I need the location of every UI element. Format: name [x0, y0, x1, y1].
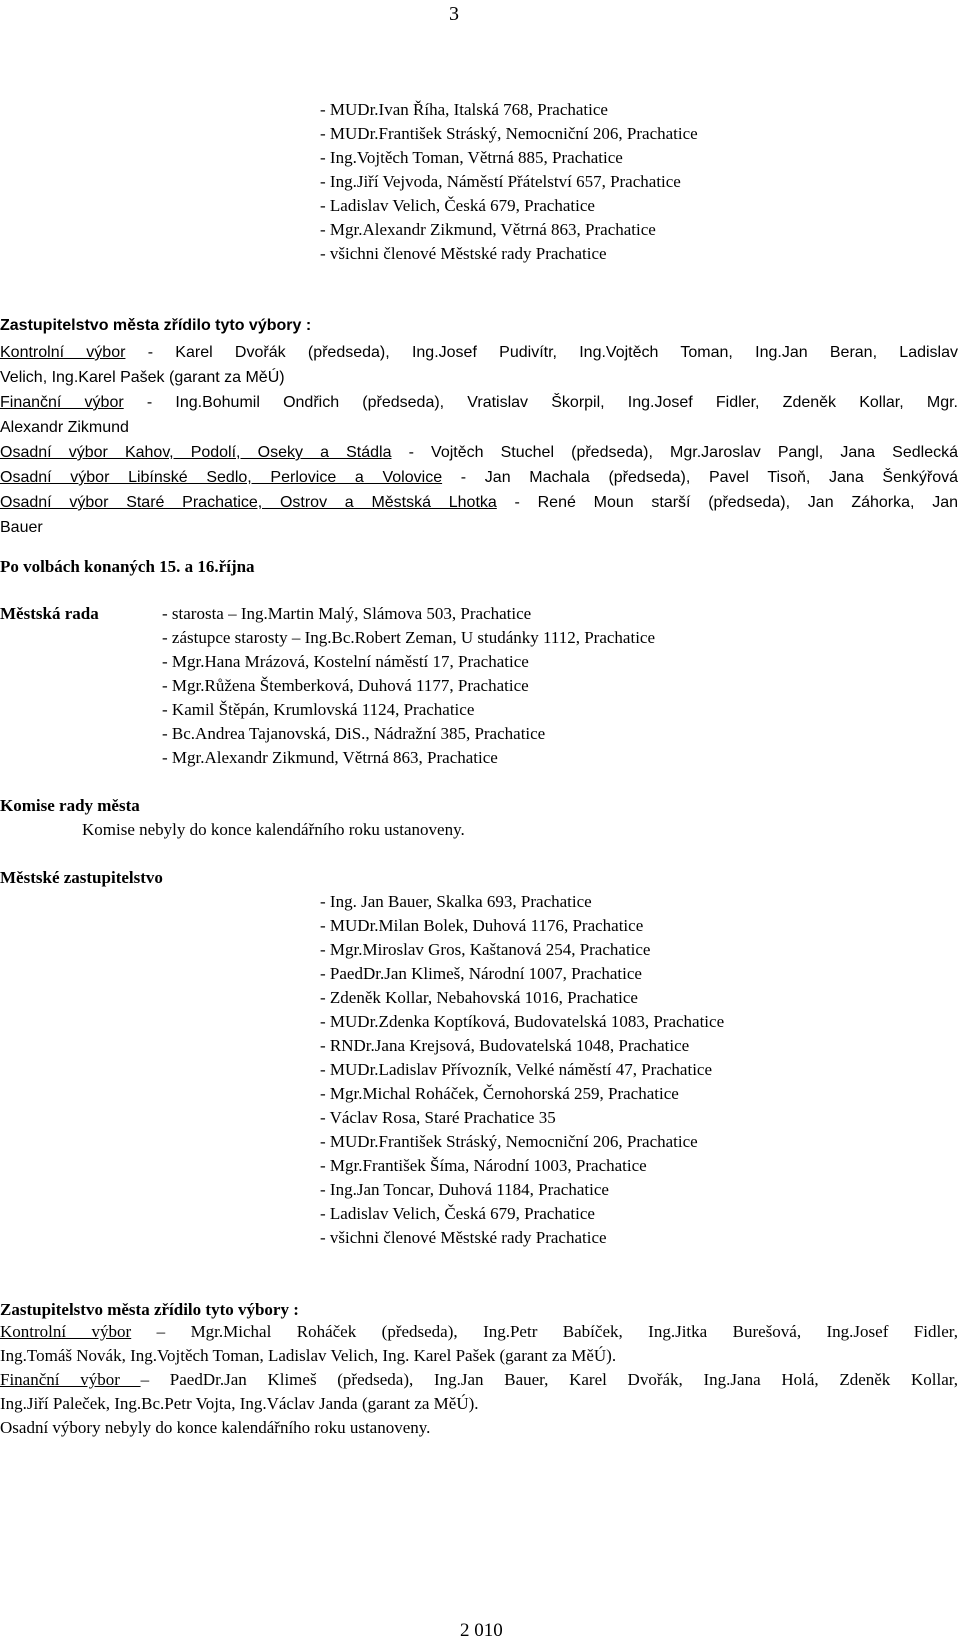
local-committees-note: Osadní výbory nebyly do konce kalendářního roku ustanoveny. — [0, 1418, 431, 1437]
list-item: - zástupce starosty – Ing.Bc.Robert Zeman, U studánky 1112, Prachatice — [162, 628, 656, 647]
list-item: - Ing.Jan Toncar, Duhová 1184, Prachatice — [320, 1180, 609, 1199]
control-committee-line1 — [0, 340, 958, 365]
list-item: - Ladislav Velich, Česká 679, Prachatice — [320, 1204, 595, 1223]
list-item: - MUDr.František Stráský, Nemocniční 206, Prachatice — [320, 1132, 698, 1151]
local-committee-3 — [0, 490, 958, 515]
list-item: - Zdeněk Kollar, Nebahovská 1016, Prachatice — [320, 988, 638, 1007]
council-commissions-text: Komise nebyly do konce kalendářního roku ustanoveny. — [82, 820, 465, 839]
list-item: - Ing.Jiří Vejvoda, Náměstí Přátelství 657, Prachatice — [320, 172, 681, 191]
list-item: - Mgr.František Šíma, Národní 1003, Prachatice — [320, 1156, 647, 1175]
finance-committee-line1 — [0, 390, 958, 415]
list-item: - RNDr.Jana Krejsová, Budovatelská 1048, Prachatice — [320, 1036, 690, 1055]
list-item: - všichni členové Městské rady Prachatice — [320, 1228, 607, 1247]
list-item: - Ing. Jan Bauer, Skalka 693, Prachatice — [320, 892, 592, 911]
list-item: - Mgr.Michal Roháček, Černohorská 259, Prachatice — [320, 1084, 679, 1103]
list-item: - Mgr.Alexandr Zikmund, Větrná 863, Prachatice — [320, 220, 656, 239]
list-item: - všichni členové Městské rady Prachatice — [320, 244, 607, 263]
second-term-committees — [0, 1320, 958, 1440]
council-commissions-label: Komise rady města — [0, 796, 140, 815]
finance-committee-label: Finanční výbor — [0, 394, 124, 411]
list-item: - Kamil Štěpán, Krumlovská 1124, Prachatice — [162, 700, 475, 719]
list-item: - Mgr.Růžena Štemberková, Duhová 1177, Prachatice — [162, 676, 529, 695]
city-assembly-label: Městské zastupitelstvo — [0, 868, 163, 887]
finance-committee-text: – PaedDr.Jan Klimeš (předseda), Ing.Jan Bauer, Karel Dvořák, Ing.Jana Holá, Zdeněk Kollar, — [140, 1370, 959, 1389]
finance-committee-line2: Ing.Jiří Paleček, Ing.Bc.Petr Vojta, Ing.Václav Janda (garant za MěÚ). — [0, 1394, 479, 1413]
control-committee-label: Kontrolní výbor — [0, 344, 126, 361]
footer-number: 2 010 — [460, 1620, 503, 1641]
list-item: - Václav Rosa, Staré Prachatice 35 — [320, 1108, 556, 1127]
local-committee-text: - Jan Machala (předseda), Pavel Tisoň, Jana Šenkýřová — [442, 469, 959, 486]
control-committee-label: Kontrolní výbor — [0, 1322, 132, 1341]
local-committee-label: Osadní výbor Kahov, Podolí, Oseky a Stádla — [0, 444, 392, 461]
finance-committee-line1 — [0, 1368, 958, 1392]
elections-heading: Po volbách konaných 15. a 16.října — [0, 557, 255, 576]
city-council-label: Městská rada — [0, 604, 99, 623]
committees-heading: Zastupitelstvo města zřídilo tyto výbory : — [0, 1300, 299, 1319]
finance-committee-line2: Alexandr Zikmund — [0, 419, 129, 436]
local-committee-1 — [0, 440, 958, 465]
committees-heading: Zastupitelstvo města zřídilo tyto výbory : — [0, 317, 312, 334]
list-item: - MUDr.Ivan Říha, Italská 768, Prachatice — [320, 100, 608, 119]
local-committee-label: Osadní výbor Staré Prachatice, Ostrov a Městská Lhotka — [0, 494, 497, 511]
list-item: - Ladislav Velich, Česká 679, Prachatice — [320, 196, 595, 215]
local-committee-3-line2: Bauer — [0, 519, 43, 536]
local-committee-2 — [0, 465, 958, 490]
list-item: - Bc.Andrea Tajanovská, DiS., Nádražní 385, Prachatice — [162, 724, 546, 743]
control-committee-text: – Mgr.Michal Roháček (předseda), Ing.Petr Babíček, Ing.Jitka Burešová, Ing.Josef Fidler, — [131, 1322, 958, 1341]
list-item: - MUDr.František Stráský, Nemocniční 206, Prachatice — [320, 124, 698, 143]
control-committee-text: - Karel Dvořák (předseda), Ing.Josef Pudivítr, Ing.Vojtěch Toman, Ing.Jan Beran, Ladislav — [125, 344, 958, 361]
local-committee-text: - René Moun starší (předseda), Jan Záhorka, Jan — [496, 494, 959, 511]
finance-committee-label: Finanční výbor — [0, 1370, 141, 1389]
list-item: - Mgr.Hana Mrázová, Kostelní náměstí 17, Prachatice — [162, 652, 529, 671]
local-committee-text: - Vojtěch Stuchel (předseda), Mgr.Jaroslav Pangl, Jana Sedlecká — [391, 444, 958, 461]
list-item: - MUDr.Zdenka Koptíková, Budovatelská 1083, Prachatice — [320, 1012, 725, 1031]
local-committee-label: Osadní výbor Libínské Sedlo, Perlovice a Volovice — [0, 469, 443, 486]
control-committee-line2: Velich, Ing.Karel Pašek (garant za MěÚ) — [0, 369, 285, 386]
list-item: - Mgr.Miroslav Gros, Kaštanová 254, Prachatice — [320, 940, 651, 959]
list-item: - PaedDr.Jan Klimeš, Národní 1007, Prachatice — [320, 964, 642, 983]
control-committee-line2: Ing.Tomáš Novák, Ing.Vojtěch Toman, Ladislav Velich, Ing. Karel Pašek (garant za MěÚ). — [0, 1346, 617, 1365]
finance-committee-text: - Ing.Bohumil Ondřich (předseda), Vratislav Škorpil, Ing.Josef Fidler, Zdeněk Kollar, Mgr. — [123, 394, 959, 411]
page-number: 3 — [449, 3, 459, 25]
list-item: - starosta – Ing.Martin Malý, Slámova 503, Prachatice — [162, 604, 532, 623]
control-committee-line1 — [0, 1320, 958, 1344]
first-term-committees — [0, 340, 958, 540]
list-item: - Ing.Vojtěch Toman, Větrná 885, Prachatice — [320, 148, 623, 167]
list-item: - MUDr.Milan Bolek, Duhová 1176, Prachatice — [320, 916, 644, 935]
list-item: - MUDr.Ladislav Přívozník, Velké náměstí 47, Prachatice — [320, 1060, 713, 1079]
list-item: - Mgr.Alexandr Zikmund, Větrná 863, Prachatice — [162, 748, 498, 767]
